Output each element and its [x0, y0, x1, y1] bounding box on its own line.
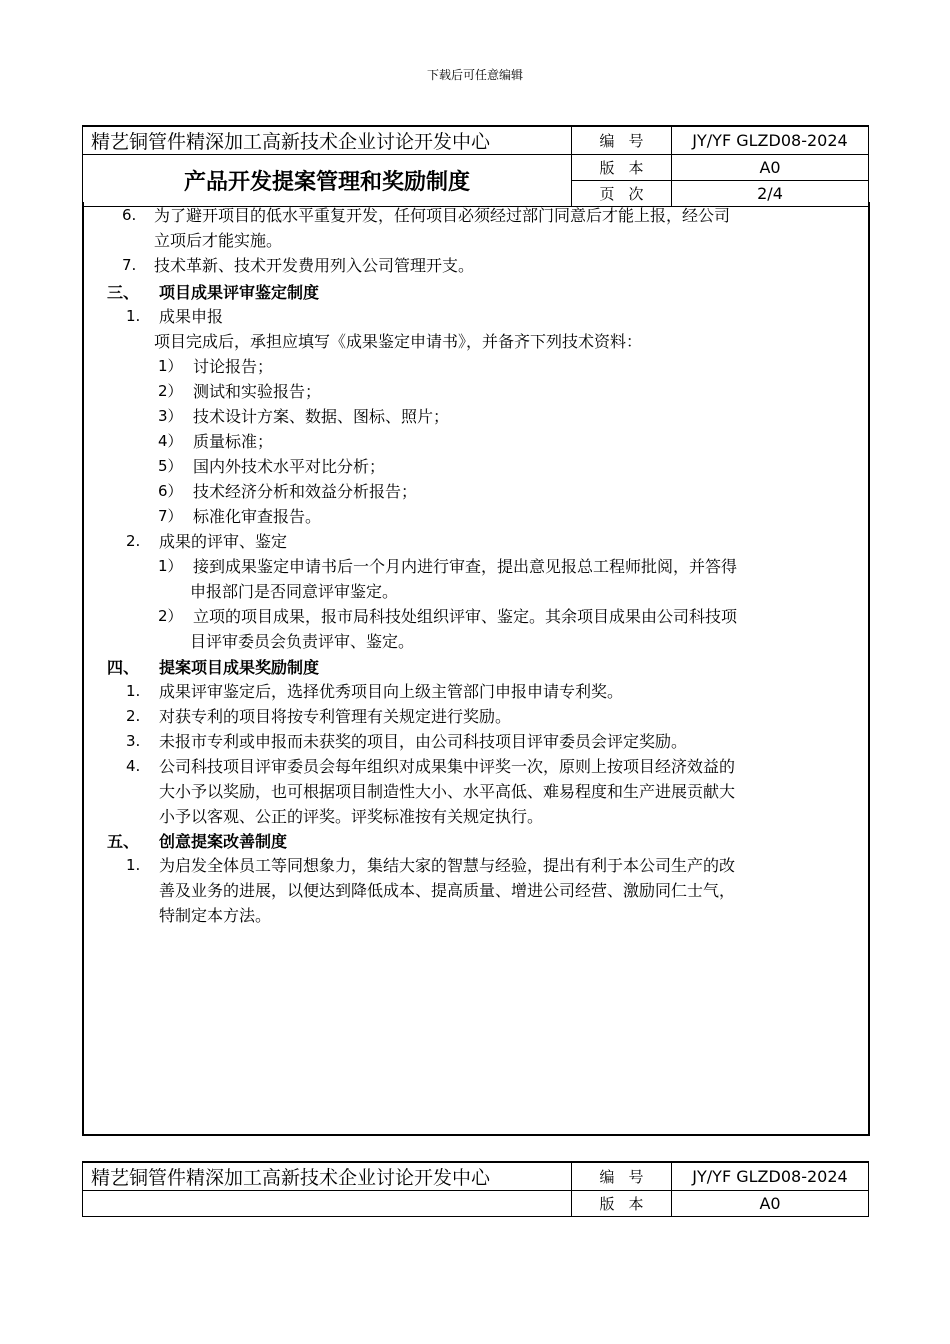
text-line: 大小予以奖励，也可根据项目制造性大小、水平高低、难易程度和生产进展贡献大	[159, 782, 736, 801]
text-line: 项目完成后，承担应填写《成果鉴定申请书》，并备齐下列技术资料：	[154, 332, 643, 351]
field-label-code: 编号	[572, 126, 672, 155]
field-value-page: 2/4	[672, 181, 869, 207]
top-note: 下载后可任意编辑	[426, 68, 523, 82]
field-value-code: JY/YF GLZD08-2024	[672, 126, 869, 155]
text-line: 成果申报	[159, 307, 224, 326]
text-line: 测试和实验报告；	[193, 382, 322, 401]
sub-item-number: 4）	[158, 432, 183, 450]
sub-item-number: 6）	[158, 482, 183, 500]
field-label-page: 页次	[572, 181, 672, 207]
text-line: 申报部门是否同意评审鉴定。	[190, 582, 399, 601]
sub-item-number: 2）	[158, 607, 183, 625]
text-line: 善及业务的进展，以便达到降低成本、提高质量、增进公司经营、激励同仁士气，	[159, 881, 736, 900]
org-name: 精艺铜管件精深加工高新技术企业讨论开发中心	[83, 1162, 572, 1191]
text-line: 国内外技术水平对比分析；	[193, 457, 386, 476]
text-line: 成果评审鉴定后，选择优秀项目向上级主管部门申报申请专利奖。	[159, 682, 624, 701]
section-heading: 项目成果评审鉴定制度	[159, 283, 320, 302]
item-number: 4.	[126, 757, 141, 775]
sub-item-number: 1）	[158, 557, 183, 575]
item-number: 7.	[122, 256, 137, 274]
item-number: 2.	[126, 532, 141, 550]
section-heading: 创意提案改善制度	[159, 832, 288, 851]
text-line: 公司科技项目评审委员会每年组织对成果集中评奖一次，原则上按项目经济效益的	[159, 757, 736, 776]
section-number: 五、	[107, 832, 140, 851]
sub-item-number: 7）	[158, 507, 183, 525]
item-number: 6.	[122, 206, 137, 224]
sub-item-number: 1）	[158, 357, 183, 375]
text-line: 特制定本方法。	[159, 906, 272, 925]
section-heading: 提案项目成果奖励制度	[159, 658, 320, 677]
item-number: 2.	[126, 707, 141, 725]
text-line: 标准化审查报告。	[193, 507, 322, 526]
text-line: 质量标准；	[193, 432, 274, 451]
field-label-version: 版本	[572, 1191, 672, 1217]
text-line: 接到成果鉴定申请书后一个月内进行审查，提出意见报总工程师批阅，并答得	[193, 557, 738, 576]
blank-cell	[83, 1191, 572, 1217]
section-number: 三、	[107, 283, 140, 302]
field-value-version: A0	[672, 1191, 869, 1217]
sub-item-number: 2）	[158, 382, 183, 400]
text-line: 未报市专利或申报而未获奖的项目，由公司科技项目评审委员会评定奖励。	[159, 732, 688, 751]
text-line: 技术革新、技术开发费用列入公司管理开支。	[154, 256, 475, 275]
text-line: 立项后才能实施。	[154, 231, 283, 250]
text-line: 讨论报告；	[193, 357, 274, 376]
section-number: 四、	[107, 658, 140, 677]
sub-item-number: 3）	[158, 407, 183, 425]
field-value-code: JY/YF GLZD08-2024	[672, 1162, 869, 1191]
text-line: 成果的评审、鉴定	[159, 532, 288, 551]
text-line: 技术经济分析和效益分析报告；	[193, 482, 418, 501]
item-number: 1.	[126, 856, 141, 874]
text-line: 立项的项目成果，报市局科技处组织评审、鉴定。其余项目成果由公司科技项	[193, 607, 738, 626]
field-value-version: A0	[672, 155, 869, 181]
field-label-code: 编号	[572, 1162, 672, 1191]
text-line: 为启发全体员工等同想象力，集结大家的智慧与经验，提出有利于本公司生产的改	[159, 856, 736, 875]
item-number: 1.	[126, 682, 141, 700]
item-number: 3.	[126, 732, 141, 750]
doc-title: 产品开发提案管理和奖励制度	[83, 155, 572, 207]
text-line: 对获专利的项目将按专利管理有关规定进行奖励。	[159, 707, 512, 726]
text-line: 技术设计方案、数据、图标、照片；	[193, 407, 450, 426]
field-label-version: 版本	[572, 155, 672, 181]
text-line: 为了避开项目的低水平重复开发，任何项目必须经过部门同意后才能上报，经公司	[154, 206, 731, 225]
sub-item-number: 5）	[158, 457, 183, 475]
next-page-header	[82, 1161, 869, 1217]
org-name: 精艺铜管件精深加工高新技术企业讨论开发中心	[83, 126, 572, 155]
text-line: 小予以客观、公正的评奖。评奖标准按有关规定执行。	[159, 807, 544, 826]
document-header	[82, 125, 869, 207]
text-line: 目评审委员会负责评审、鉴定。	[190, 632, 415, 651]
item-number: 1.	[126, 307, 141, 325]
